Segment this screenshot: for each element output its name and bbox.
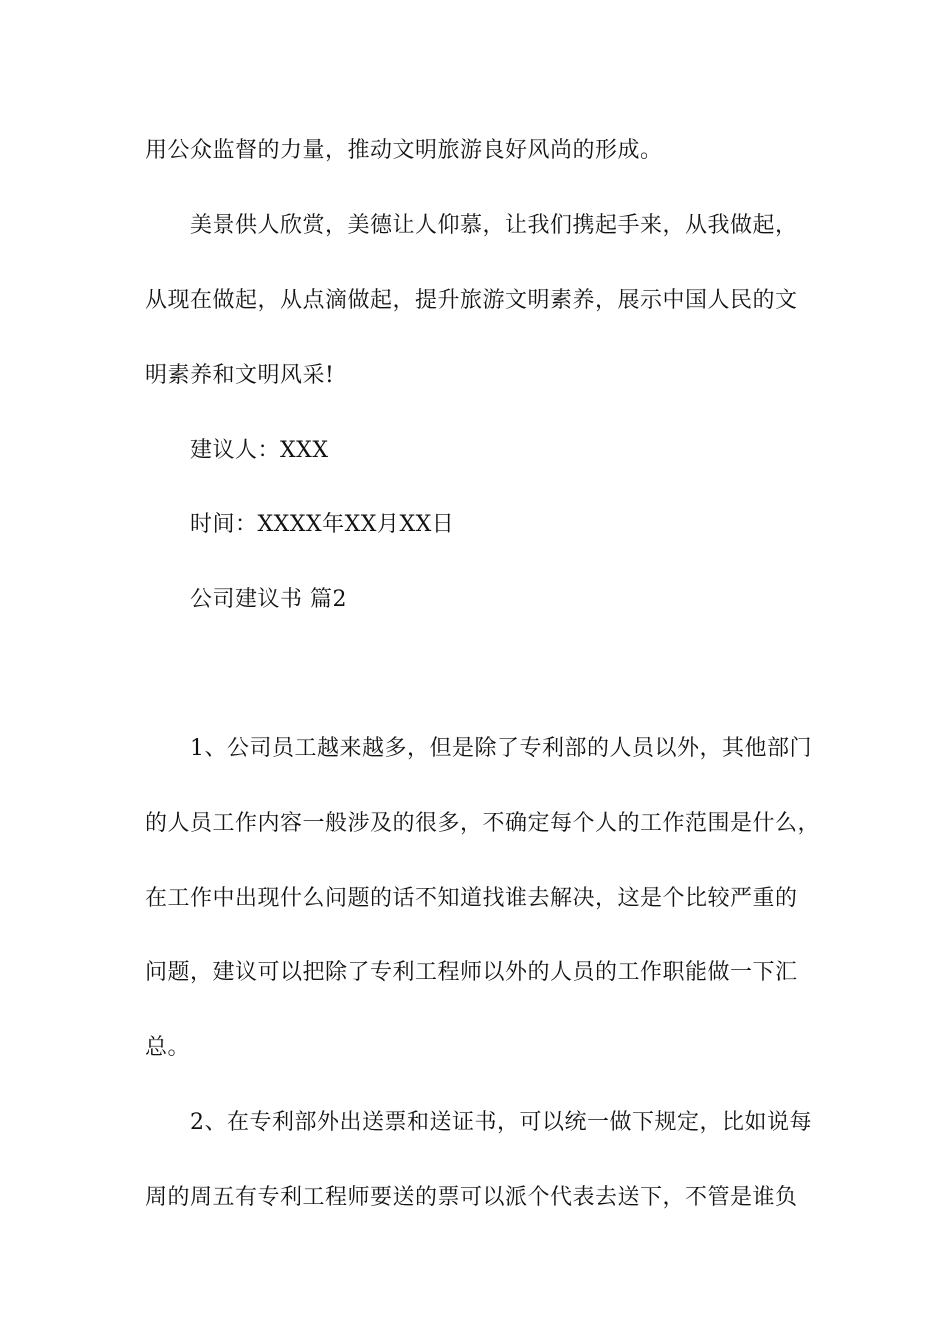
paragraph-line: 的人员工作内容一般涉及的很多，不确定每个人的工作范围是什么， [145,811,821,836]
paragraph-line: 明素养和文明风采! [145,363,335,388]
paragraph-line: 2、在专利部外出送票和送证书，可以统一做下规定，比如说每 [190,1110,812,1135]
paragraph-line: 问题，建议可以把除了专利工程师以外的人员的工作职能做一下汇 [145,960,798,985]
paragraph-line: 美景供人欣赏，美德让人仰慕，让我们携起手来，从我做起， [190,213,798,238]
paragraph-line: 从现在做起，从点滴做起，提升旅游文明素养，展示中国人民的文 [145,288,798,313]
paragraph-line: 1、公司员工越来越多，但是除了专利部的人员以外，其他部门 [190,736,812,761]
paragraph-line: 在工作中出现什么问题的话不知道找谁去解决，这是个比较严重的 [145,886,798,911]
paragraph-line: 总。 [145,1035,191,1060]
proposer-line: 建议人：XXX [190,438,329,463]
date-line: 时间：XXXX年XX月XX日 [190,512,455,537]
paragraph-line: 周的周五有专利工程师要送的票可以派个代表去送下，不管是谁负 [145,1185,798,1210]
paragraph-line: 用公众监督的力量，推动文明旅游良好风尚的形成。 [145,138,663,163]
section-heading: 公司建议书 篇2 [190,587,347,612]
